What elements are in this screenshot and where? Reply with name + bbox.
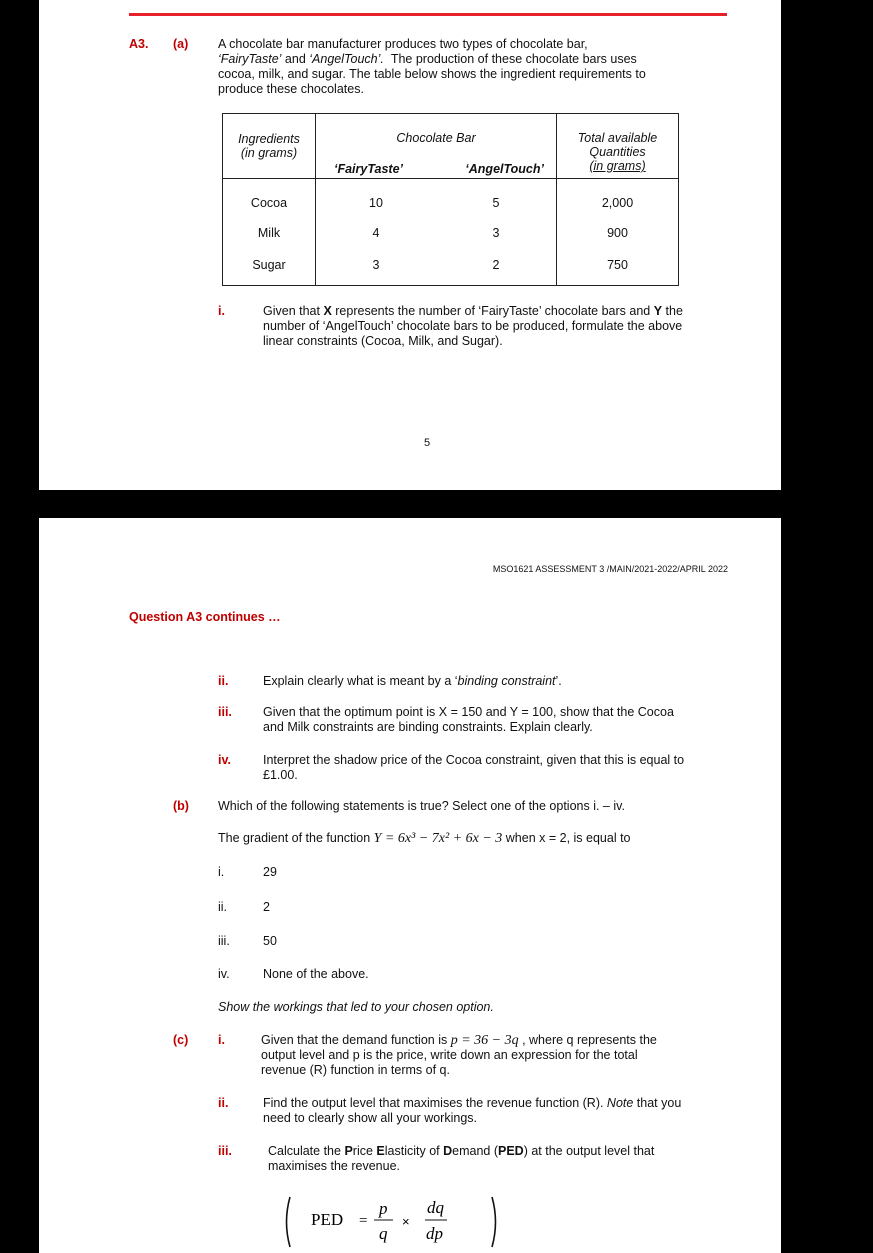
part-c-label: (c) — [173, 1033, 189, 1047]
option-label: ii. — [218, 900, 228, 914]
sub-iv-text: Interpret the shadow price of the Cocoa constraint, given that this is equal to £1.00. — [263, 753, 685, 782]
c-i-text: Given that the demand function is p = 36 − 3q , where q represents the output level and p is the price, write down an expression for the total revenue (R) function in terms of q. — [261, 1033, 657, 1077]
ingredients-table — [222, 113, 679, 286]
table-header-row — [223, 114, 679, 179]
part-b-question: Which of the following statements is true? Select one of the options i. – iv. — [218, 799, 625, 813]
sub-i-label: i. — [218, 304, 225, 318]
ped-label: PED — [311, 1210, 344, 1229]
ped-formula — [281, 1192, 511, 1252]
ped-den-q: q — [379, 1224, 388, 1243]
option-label: i. — [218, 865, 225, 879]
part-a-label: (a) — [173, 37, 189, 51]
sub-ii-label: ii. — [218, 674, 229, 688]
ped-equals: = — [359, 1213, 368, 1229]
option-text: None of the above. — [263, 967, 369, 981]
ped-num-dq: dq — [427, 1198, 444, 1217]
sub-iv-label: iv. — [218, 753, 231, 767]
ped-num-p: p — [379, 1199, 388, 1218]
header-reference: MSO1621 ASSESSMENT 3 /MAIN/2021-2022/APRIL 2022 — [492, 564, 728, 574]
table-row: Milk 4 3 900 — [223, 211, 679, 243]
sub-i-text: Given that X represents the number of ‘FairyTaste’ chocolate bars and Y the number of ‘AngelTouch’ chocolate bars to be produced, formulate the above linear constraints (Cocoa, Milk, and Sugar). — [263, 304, 683, 348]
part-b-label: (b) — [173, 799, 189, 813]
header-total: Total available Quantities (in grams) — [557, 114, 679, 179]
right-paren — [492, 1197, 496, 1247]
option-label: iii. — [218, 934, 230, 948]
option-label: iv. — [218, 967, 230, 981]
intro-paragraph — [218, 37, 738, 97]
ped-den-dp: dp — [426, 1224, 443, 1243]
intro-line-4: produce these chocolates. — [218, 82, 364, 96]
intro-line-1: A chocolate bar manufacturer produces two types of chocolate bar, — [218, 37, 588, 51]
sub-iii-text: Given that the optimum point is X = 150 and Y = 100, show that the Cocoa and Milk constraints are binding constraints. Explain clearly. — [263, 705, 674, 734]
ped-times: × — [402, 1214, 410, 1229]
option-text: 50 — [263, 934, 277, 948]
c-iii-text: Calculate the Price Elasticity of Demand (PED) at the output level that maximises the revenue. — [268, 1144, 655, 1173]
c-ii-text: Find the output level that maximises the revenue function (R). Note that you need to clearly show all your workings. — [263, 1096, 682, 1125]
part-b-workings: Show the workings that led to your chosen option. — [218, 1000, 494, 1014]
header-angeltouch: ‘AngelTouch’ — [465, 162, 544, 176]
c-ii-label: ii. — [218, 1096, 229, 1110]
option-text: 2 — [263, 900, 270, 914]
question-continues: Question A3 continues … — [129, 610, 281, 624]
header-red-rule — [129, 13, 727, 16]
sub-ii-text: Explain clearly what is meant by a ‘binding constraint’. — [263, 674, 562, 688]
page-number: 5 — [424, 437, 431, 449]
intro-line-3: cocoa, milk, and sugar. The table below shows the ingredient requirements to — [218, 67, 646, 81]
header-ingredients: Ingredients (in grams) — [223, 114, 316, 179]
document-page-2 — [39, 518, 781, 1253]
question-number: A3. — [129, 37, 149, 51]
table-row: Cocoa 10 5 2,000 — [223, 179, 679, 211]
intro-line-2: ‘FairyTaste’ and ‘AngelTouch’. The production of these chocolate bars uses — [218, 52, 637, 66]
left-paren — [287, 1197, 291, 1247]
table-row: Sugar 3 2 750 — [223, 243, 679, 286]
c-i-label: i. — [218, 1033, 225, 1047]
sub-iii-label: iii. — [218, 705, 232, 719]
c-iii-label: iii. — [218, 1144, 232, 1158]
document-page-1 — [39, 0, 781, 490]
part-b-gradient: The gradient of the function Y = 6x³ − 7x² + 6x − 3 when x = 2, is equal to — [218, 831, 631, 846]
header-fairytaste: ‘FairyTaste’ — [334, 162, 404, 176]
option-text: 29 — [263, 865, 277, 879]
header-chocolate-bar: Chocolate Bar ‘FairyTaste’ ‘AngelTouch’ — [316, 114, 557, 179]
